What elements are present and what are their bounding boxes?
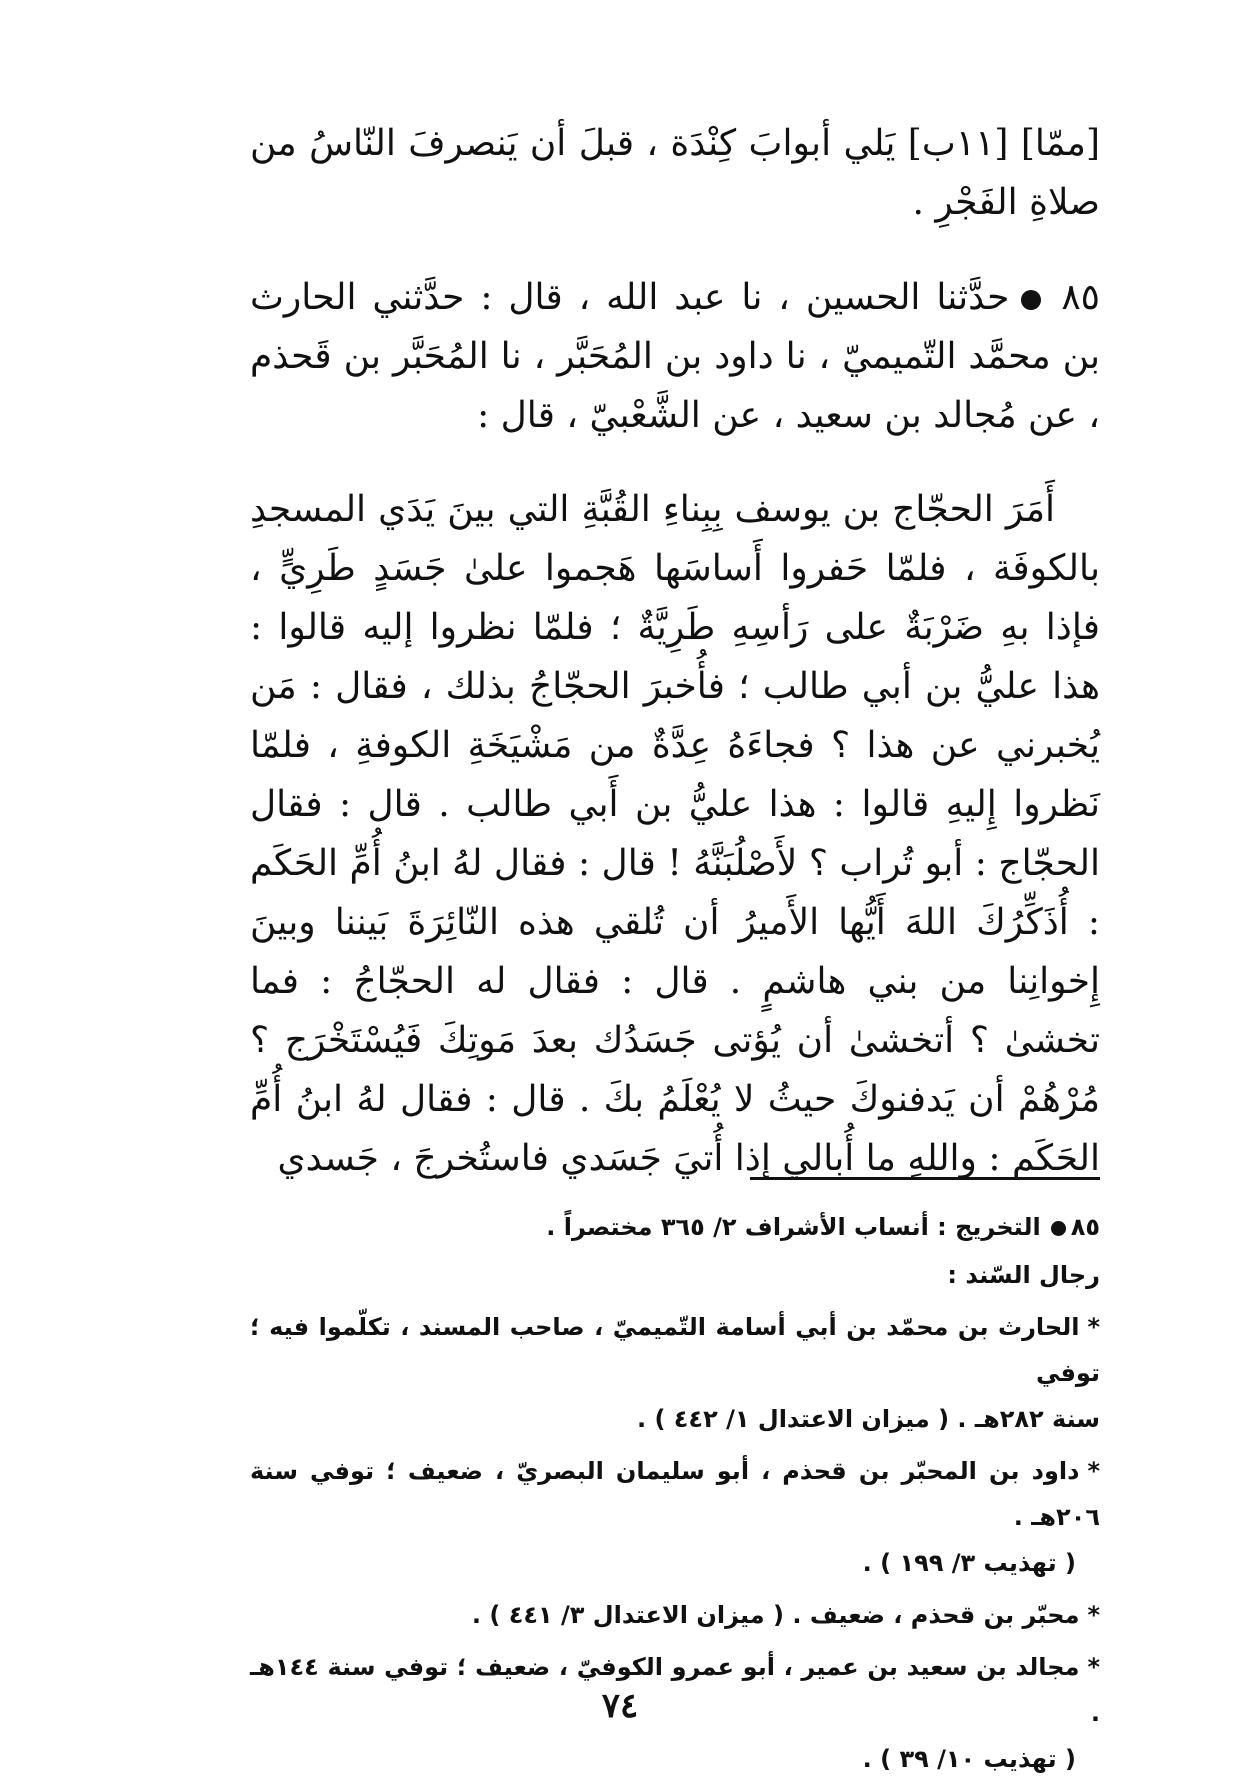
page-number: ٧٤ <box>601 1686 639 1726</box>
rijal-heading: رجال السّند : <box>947 1261 1100 1289</box>
matn-text: أَمَرَ الحجّاج بن يوسف بِبِناءِ القُبَّةِ التي بينَ يَدَي المسجدِ بالكوفَة ، فلمّا حَفروا أَساسَها هَجموا علىٰ جَسَدٍ طَرِيٍّ ، فإذا بهِ ضَرْبَةٌ على رَأسِهِ طَرِيَّةٌ ؛ فلمّا نظروا إليه قالوا : هذا عليُّ بن أبي طالب ؛ فأُخبرَ الحجّاجُ بذلك ، فقال : مَن يُخبرني عن هذا ؟ فجاءَهُ عِدَّةٌ من مَشْيَخَةِ الكوفةِ ، فلمّا نَظروا إِليهِ قالوا : هذا عليُّ بن أَبي طالب . قال : فقال الحجّاج : أبو تُراب ؟ لأَصْلُبَنَّهُ ! قال : فقال لهُ ابنُ أُمِّ الحَكَم : أُذَكِّرُكَ اللهَ أَيُّها الأَميرُ أن تُلقي هذه النّائِرَةَ بَيننا وبينَ إِخوانِنا من بني هاشمٍ . قال : فقال له الحجّاجُ : فما تخشىٰ ؟ أتخشىٰ أن يُؤتى جَسَدُك بعدَ مَوتِكَ فَيُسْتَخْرَج ؟ مُرْهُمْ أن يَدفنوكَ حيثُ لا يُعْلَمُ بكَ . قال : فقال لهُ ابنُ أُمِّ الحَكَم : واللهِ ما أُبالي إذا أُتيَ جَسَدي فاستُخرجَ ، جَسدي <box>250 489 1101 1179</box>
bullet-icon <box>1021 290 1041 310</box>
hadith-number: ٨٥ <box>1061 277 1100 318</box>
asterisk-icon: * <box>1087 1653 1100 1681</box>
narrator-text-continued: سنة ٢٨٢هـ . ( ميزان الاعتدال ١/ ٤٤٢ ) . <box>636 1405 1100 1433</box>
takhrij-text: التخريج : أنساب الأشراف ٢/ ٣٦٥ مختصراً . <box>546 1213 1041 1241</box>
narrator-note <box>250 1304 1100 1442</box>
paragraph-continuation <box>250 114 1100 232</box>
hadith-body-paragraph <box>250 480 1100 1188</box>
bullet-icon <box>1051 1221 1066 1236</box>
isnad-text: حدَّثنا الحسين ، نا عبد الله ، قال : حدَّثني الحارث بن محمَّد التّميميّ ، نا داود بن المُحَبَّر ، نا المُحَبَّر بن قَحذم ، عن مُجالد بن سعيد ، عن الشَّعْبيّ ، قال : <box>250 277 1100 436</box>
narrator-note <box>250 1592 1100 1638</box>
narrator-text-continued: ( تهذيب ٣/ ١٩٩ ) . <box>862 1549 1076 1577</box>
asterisk-icon: * <box>1087 1457 1100 1485</box>
narrator-note <box>250 1448 1100 1586</box>
narrator-text: الحارث بن محمّد بن أبي أسامة التّميميّ ، صاحب المسند ، تكلّموا فيه ؛ توفي <box>250 1313 1100 1387</box>
narrator-text: داود بن المحبّر بن قحذم ، أبو سليمان البصريّ ، ضعيف ؛ توفي سنة ٢٠٦هـ . <box>250 1457 1100 1531</box>
paragraph-text: [ممّا] [١١ب] يَلي أبوابَ كِنْدَة ، قبلَ أن يَنصرفَ النّاسُ من صلاةِ الفَجْرِ . <box>250 123 1100 223</box>
narrator-text: مجالد بن سعيد بن عمير ، أبو عمرو الكوفيّ ، ضعيف ؛ توفي سنة ١٤٤هـ . <box>250 1653 1100 1727</box>
asterisk-icon: * <box>1087 1313 1100 1341</box>
footnote-separator <box>750 1177 1100 1180</box>
hadith-chain-paragraph <box>250 268 1100 445</box>
asterisk-icon: * <box>1087 1601 1100 1629</box>
narrator-text: محبّر بن قحذم ، ضعيف . ( ميزان الاعتدال ٣/ ٤٤١ ) . <box>471 1601 1080 1629</box>
narrator-text-continued: ( تهذيب ١٠/ ٣٩ ) . <box>862 1745 1076 1773</box>
takhrij-line <box>250 1204 1100 1250</box>
footnote-number: ٨٥ <box>1070 1213 1100 1241</box>
